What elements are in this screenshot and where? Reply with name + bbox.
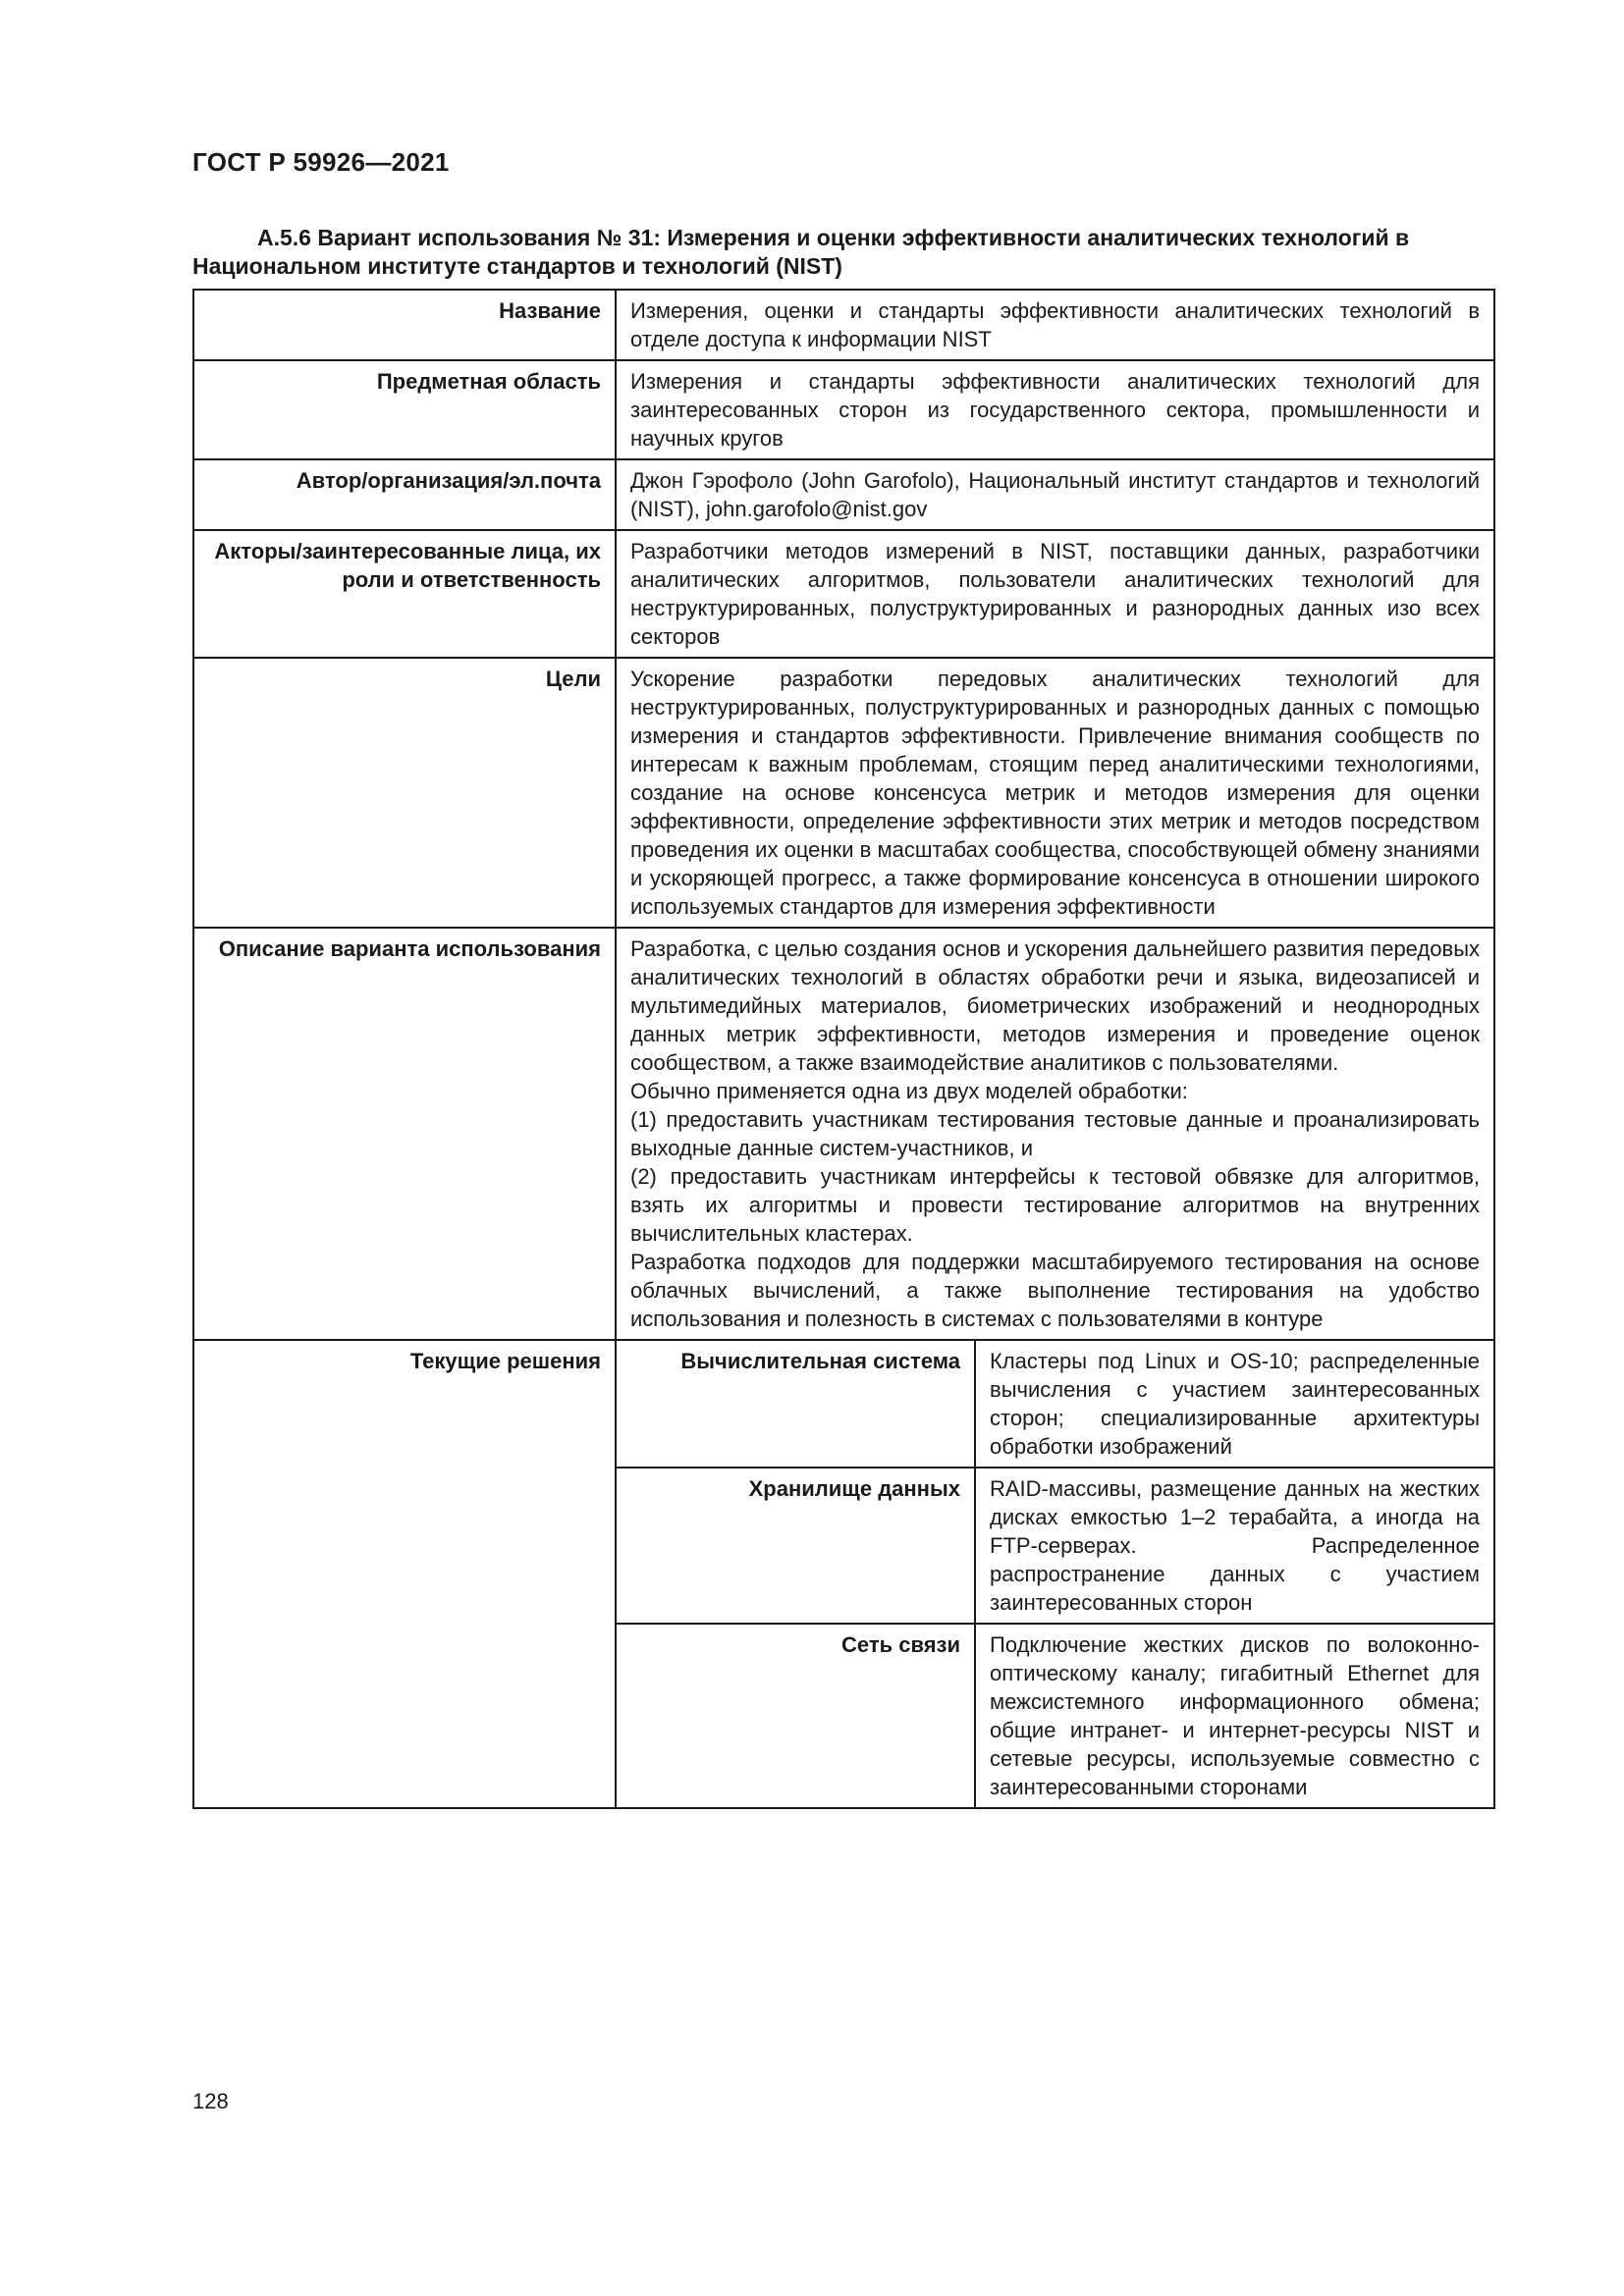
table-row-current-solutions bbox=[193, 1340, 1494, 1468]
row-label: Предметная область bbox=[193, 360, 616, 459]
subrow-value: Подключение жестких дисков по волоконно-оптическому каналу; гигабитный Ethernet для межсистемного информационного обмена; общие интранет- и интернет-ресурсы NIST и сетевые ресурсы, используемые совместно с заинтересованными сторонами bbox=[975, 1624, 1494, 1808]
row-label: Текущие решения bbox=[193, 1340, 616, 1808]
subrow-label: Сеть связи bbox=[616, 1624, 975, 1808]
description-paragraph: (1) предоставить участникам тестирования тестовые данные и проанализировать выходные данные систем-участников, и bbox=[630, 1107, 1481, 1160]
section-title bbox=[192, 224, 1493, 281]
row-label: Автор/организация/эл.почта bbox=[193, 459, 616, 530]
table-row-author bbox=[193, 459, 1494, 530]
row-value bbox=[616, 928, 1494, 1340]
row-label: Описание варианта использования bbox=[193, 928, 616, 1340]
row-value: Ускорение разработки передовых аналитических технологий для неструктурированных, полуструктурированных и разнородных данных с помощью измерения и стандартов эффективности. Привлечение внимания сообществ по интересам к важным проблемам, стоящим перед аналитическими технологиями, создание на основе консенсуса метрик и методов измерения для оценки эффективности, определение эффективности этих метрик и методов посредством проведения их оценки в масштабах сообщества, способствующей обмену знаниями и ускоряющей прогресс, а также формирование консенсуса в отношении широкого используемых стандартов для измерения эффективности bbox=[616, 658, 1494, 928]
subrow-value: RAID-массивы, размещение данных на жестких дисках емкостью 1–2 терабайта, а иногда на FTP-серверах. Распределенное распространение данных с участием заинтересованных сторон bbox=[975, 1468, 1494, 1624]
page-number: 128 bbox=[192, 2089, 229, 2113]
row-value: Джон Гэрофоло (John Garofolo), Национальный институт стандартов и технологий (NIST), john.garofolo@nist.gov bbox=[616, 459, 1494, 530]
description-paragraph: Обычно применяется одна из двух моделей обработки: bbox=[630, 1079, 1188, 1103]
row-label: Цели bbox=[193, 658, 616, 928]
section-title-text: А.5.6 Вариант использования № 31: Измерения и оценки эффективности аналитических технологий в Национальном институте стандартов и технологий (NIST) bbox=[192, 225, 1410, 279]
row-value: Измерения, оценки и стандарты эффективности аналитических технологий в отделе доступа к информации NIST bbox=[616, 290, 1494, 360]
description-paragraph: Разработка, с целью создания основ и ускорения дальнейшего развития передовых аналитических технологий в областях обработки речи и языка, видеозаписей и мультимедийных материалов, биометрических изображений и неоднородных данных метрик эффективности, методов измерения и проведение оценок сообществом, а также взаимодействие аналитиков с пользователями. bbox=[630, 936, 1481, 1075]
subrow-value: Кластеры под Linux и OS-10; распределенные вычисления с участием заинтересованных сторон; специализированные архитектуры обработки изображений bbox=[975, 1340, 1494, 1468]
subrow-label: Хранилище данных bbox=[616, 1468, 975, 1624]
description-paragraph: Разработка подходов для поддержки масштабируемого тестирования на основе облачных вычислений, а также выполнение тестирования на удобство использования и полезность в системах с пользователями в контуре bbox=[630, 1250, 1481, 1331]
table-row-description bbox=[193, 928, 1494, 1340]
row-label: Название bbox=[193, 290, 616, 360]
table-row-name bbox=[193, 290, 1494, 360]
document-standard-id: ГОСТ Р 59926—2021 bbox=[192, 147, 450, 177]
table-row-domain bbox=[193, 360, 1494, 459]
description-paragraph: (2) предоставить участникам интерфейсы к тестовой обвязке для алгоритмов, взять их алгоритмы и провести тестирование алгоритмов на внутренних вычислительных кластерах. bbox=[630, 1164, 1481, 1246]
row-value: Измерения и стандарты эффективности аналитических технологий для заинтересованных сторон из государственного сектора, промышленности и научных кругов bbox=[616, 360, 1494, 459]
row-value: Разработчики методов измерений в NIST, поставщики данных, разработчики аналитических алгоритмов, пользователи аналитических технологий для неструктурированных, полуструктурированных и разнородных данных изо всех секторов bbox=[616, 530, 1494, 658]
use-case-table bbox=[192, 289, 1495, 1809]
row-label: Акторы/заинтересованные лица, их роли и ответственность bbox=[193, 530, 616, 658]
table-row-actors bbox=[193, 530, 1494, 658]
subrow-label: Вычислительная система bbox=[616, 1340, 975, 1468]
table-row-goals bbox=[193, 658, 1494, 928]
